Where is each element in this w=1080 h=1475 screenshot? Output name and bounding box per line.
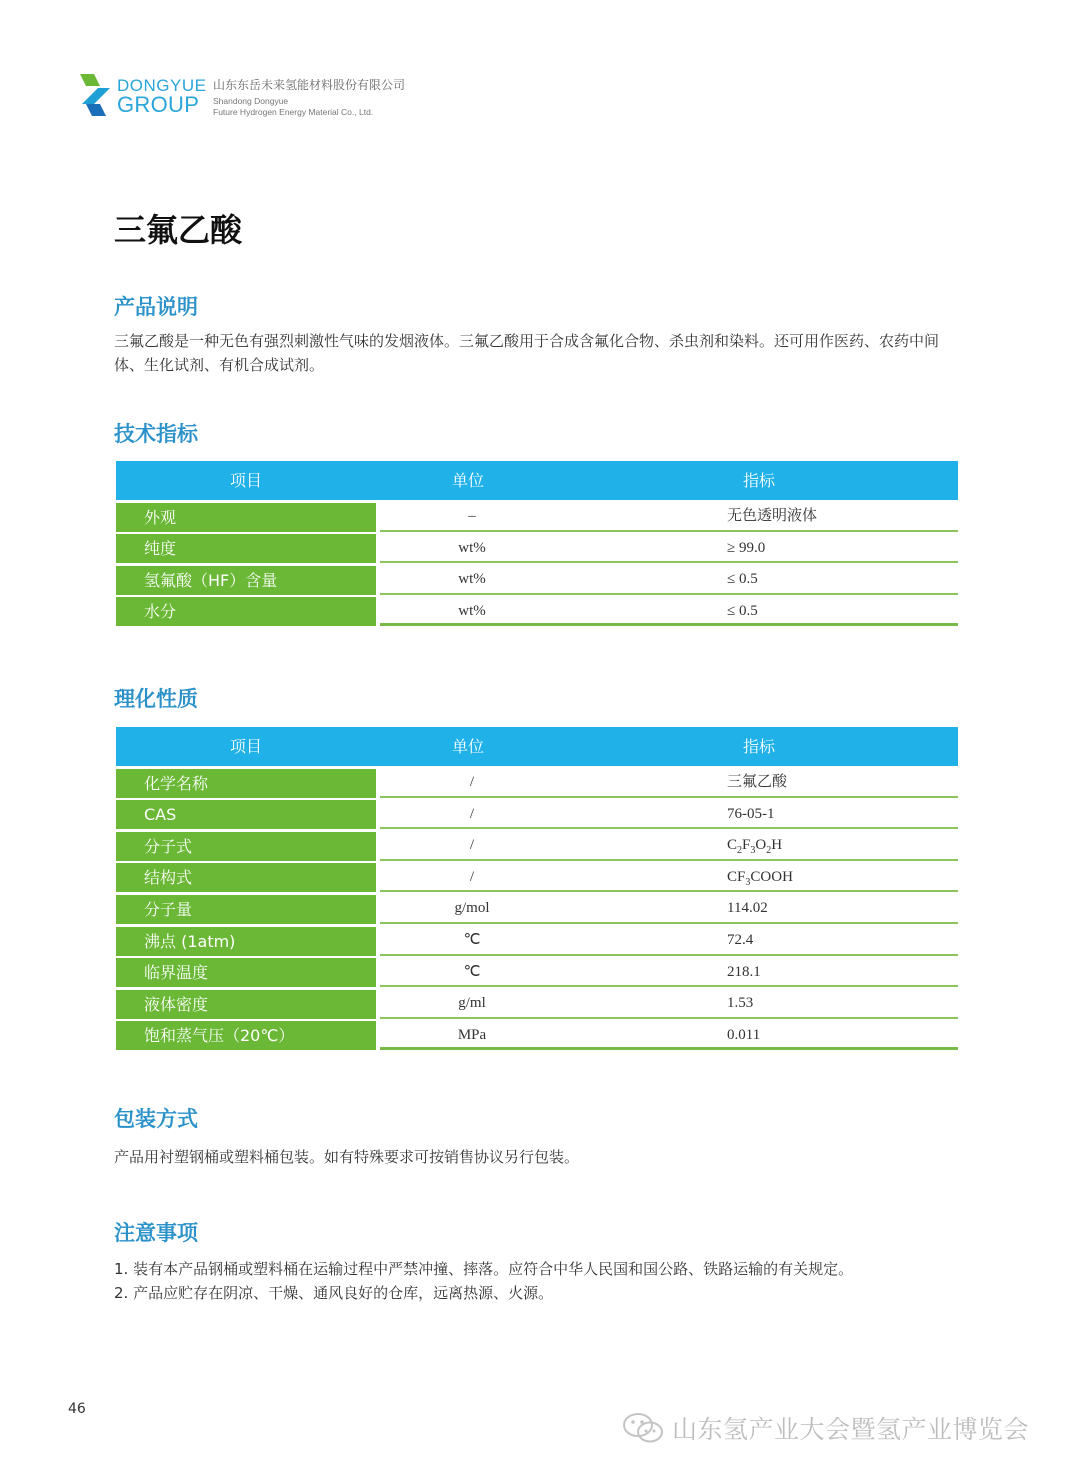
properties-item-cell: 临界温度: [116, 958, 376, 987]
properties-item-cell: 化学名称: [116, 769, 376, 798]
wechat-watermark: [622, 1410, 1029, 1446]
properties-unit-cell: /: [380, 829, 564, 861]
specs-value-cell: ≥ 99.0: [564, 532, 958, 564]
properties-unit-cell: /: [380, 766, 564, 798]
logo-line-dongyue: DONGYUE: [117, 76, 207, 95]
properties-unit-cell: /: [380, 798, 564, 830]
properties-unit-cell: g/mol: [380, 892, 564, 924]
specs-unit-cell: wt%: [380, 532, 564, 564]
properties-value-cell: $C_2F_3O_2H$: [564, 829, 958, 861]
properties-value-cell: 76-05-1: [564, 798, 958, 830]
properties-heading: 理化性质: [114, 687, 198, 711]
note-item-1: 1. 装有本产品钢桶或塑料桶在运输过程中严禁冲撞、摔落。应符合中华人民国和国公路、铁路运输的有关规定。: [114, 1260, 854, 1278]
properties-col-unit: 单位: [451, 737, 484, 756]
logo-line-group: GROUP: [117, 92, 200, 117]
note-item-2: 2. 产品应贮存在阴凉、干燥、通风良好的仓库，远离热源、火源。: [114, 1284, 554, 1302]
specs-unit-cell: wt%: [380, 563, 564, 595]
properties-item-cell: CAS: [116, 800, 376, 829]
specs-table-body: [116, 500, 958, 626]
company-name-en-line2: Future Hydrogen Energy Material Co., Ltd.: [213, 107, 374, 117]
properties-table-header: [116, 727, 958, 766]
properties-item-cell: 分子量: [116, 895, 376, 924]
specs-table: [116, 461, 958, 626]
description-heading: 产品说明: [114, 295, 198, 319]
packaging-heading: 包装方式: [114, 1107, 198, 1131]
company-name-en: [213, 96, 373, 118]
properties-item-cell: 饱和蒸气压（20℃）: [116, 1021, 376, 1050]
properties-item-cell: 分子式: [116, 832, 376, 861]
properties-value-cell: 1.53: [564, 987, 958, 1019]
properties-value-cell: 114.02: [564, 892, 958, 924]
properties-value-cell: 218.1: [564, 956, 958, 988]
properties-col-item: 项目: [229, 737, 262, 756]
specs-unit-cell: –: [380, 500, 564, 532]
properties-table-body: [116, 766, 958, 1050]
company-name-cn: 山东东岳未来氢能材料股份有限公司: [213, 78, 406, 92]
properties-table-row: [116, 987, 958, 1019]
specs-item-cell: 外观: [116, 503, 376, 532]
properties-table-row: [116, 1019, 958, 1051]
properties-value-cell: $CF_3COOH$: [564, 861, 958, 893]
specs-col-unit: 单位: [451, 471, 484, 490]
specs-value-cell: ≤ 0.5: [564, 595, 958, 627]
specs-item-cell: 纯度: [116, 534, 376, 563]
properties-item-cell: 结构式: [116, 863, 376, 892]
specs-col-item: 项目: [229, 471, 262, 490]
properties-table-row: [116, 861, 958, 893]
specs-table-row: [116, 563, 958, 595]
packaging-text: 产品用衬塑钢桶或塑料桶包装。如有特殊要求可按销售协议另行包装。: [114, 1148, 580, 1166]
specs-col-value: 指标: [742, 471, 775, 490]
properties-unit-cell: ℃: [380, 956, 564, 988]
properties-table-row: [116, 892, 958, 924]
specs-item-cell: 水分: [116, 597, 376, 626]
specs-table-row: [116, 532, 958, 564]
specs-value-cell: 无色透明液体: [564, 500, 958, 532]
properties-value-cell: 72.4: [564, 924, 958, 956]
properties-table-row: [116, 829, 958, 861]
properties-value-cell: 三氟乙酸: [564, 766, 958, 798]
notes-heading: 注意事项: [114, 1221, 198, 1245]
logo-english-name: [117, 77, 206, 116]
properties-table-row: [116, 924, 958, 956]
dongyue-logo-icon: [80, 74, 110, 116]
specs-table-row: [116, 595, 958, 627]
specs-heading: 技术指标: [114, 422, 198, 446]
properties-unit-cell: ℃: [380, 924, 564, 956]
watermark-text: 山东氢产业大会暨氢产业博览会: [672, 1415, 1030, 1444]
specs-value-cell: ≤ 0.5: [564, 563, 958, 595]
page-title: 三氟乙酸: [114, 211, 243, 249]
company-logo: [80, 74, 440, 120]
description-text: 三氟乙酸是一种无色有强烈刺激性气味的发烟液体。三氟乙酸用于合成含氟化合物、杀虫剂和染料。还可用作医药、农药中间体、生化试剂、有机合成试剂。: [114, 332, 940, 374]
properties-table: [116, 727, 958, 1050]
properties-table-row: [116, 956, 958, 988]
properties-value-cell: 0.011: [564, 1019, 958, 1051]
page-number: 46: [68, 1401, 86, 1417]
specs-unit-cell: wt%: [380, 595, 564, 627]
properties-unit-cell: g/ml: [380, 987, 564, 1019]
properties-col-value: 指标: [742, 737, 775, 756]
specs-table-row: [116, 500, 958, 532]
properties-unit-cell: MPa: [380, 1019, 564, 1051]
properties-table-row: [116, 766, 958, 798]
company-name-en-line1: Shandong Dongyue: [213, 96, 289, 106]
properties-table-row: [116, 798, 958, 830]
properties-item-cell: 液体密度: [116, 990, 376, 1019]
properties-unit-cell: /: [380, 861, 564, 893]
specs-item-cell: 氢氟酸（HF）含量: [116, 566, 376, 595]
properties-item-cell: 沸点 (1atm): [116, 927, 376, 956]
specs-table-header: [116, 461, 958, 500]
wechat-icon: [622, 1411, 666, 1445]
